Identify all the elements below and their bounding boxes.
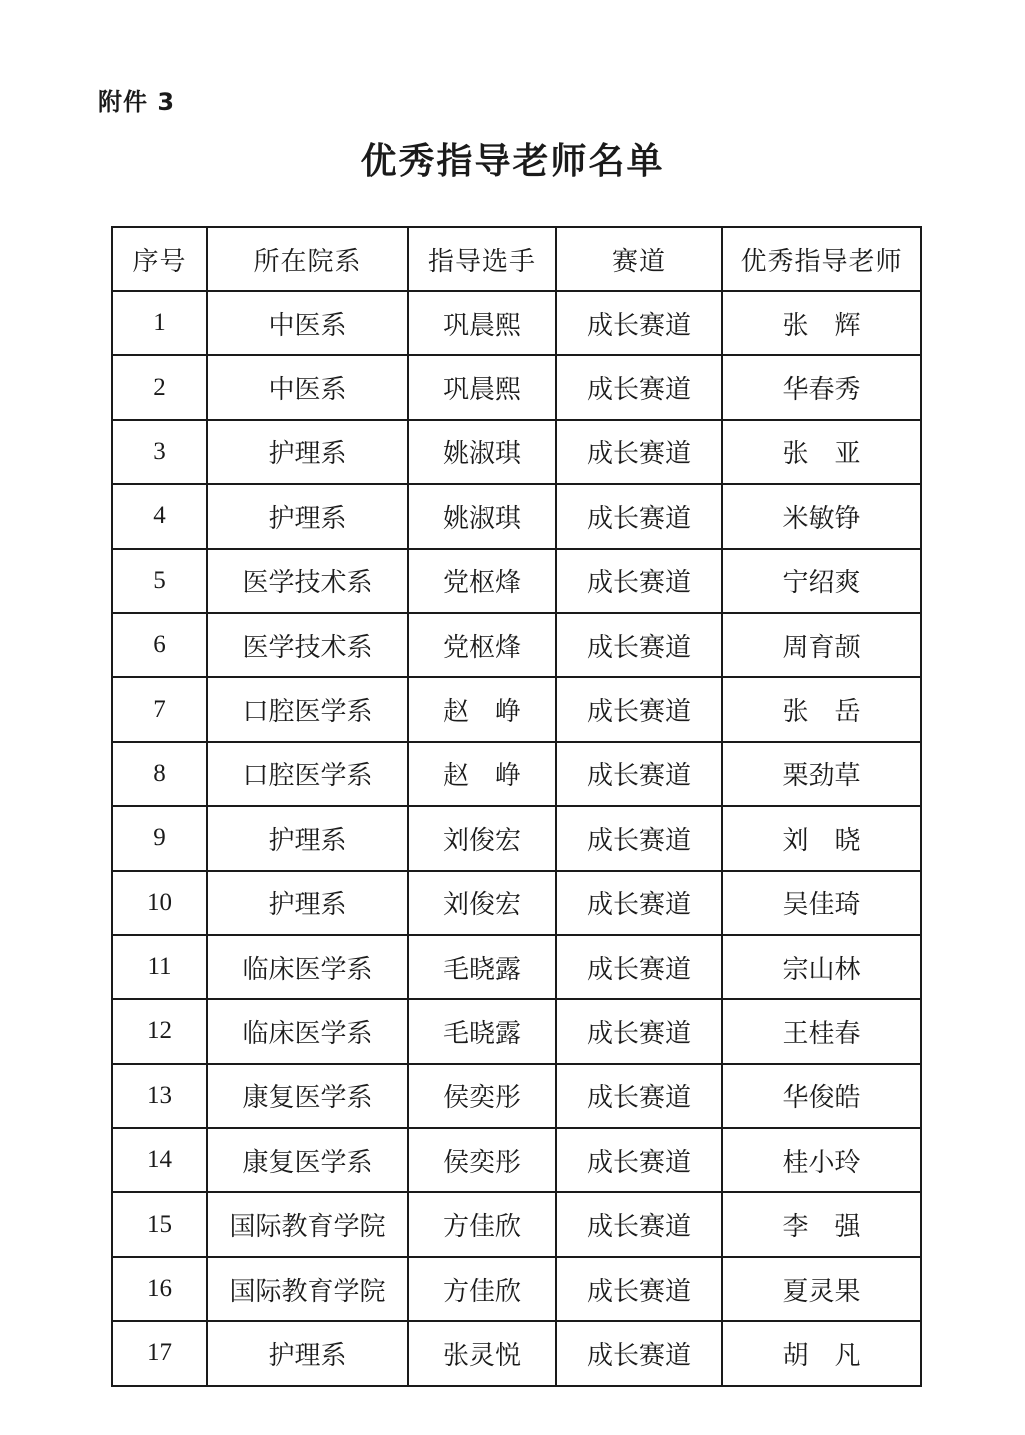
cell-no: 12 <box>112 999 207 1063</box>
cell-student: 毛晓露 <box>408 935 556 999</box>
cell-track: 成长赛道 <box>556 613 722 677</box>
column-header-dept: 所在院系 <box>207 227 408 291</box>
cell-track: 成长赛道 <box>556 1192 722 1256</box>
cell-no: 2 <box>112 355 207 419</box>
cell-teacher: 刘 晓 <box>722 806 921 870</box>
cell-no: 16 <box>112 1257 207 1321</box>
table-row <box>112 1321 921 1385</box>
cell-teacher: 周育颉 <box>722 613 921 677</box>
cell-student: 张灵悦 <box>408 1321 556 1385</box>
cell-student: 方佳欣 <box>408 1192 556 1256</box>
cell-dept: 临床医学系 <box>207 999 408 1063</box>
cell-student: 党枢烽 <box>408 549 556 613</box>
cell-teacher: 王桂春 <box>722 999 921 1063</box>
cell-teacher: 张 亚 <box>722 420 921 484</box>
table-row <box>112 742 921 806</box>
attachment-label: 附件 3 <box>98 88 176 116</box>
cell-dept: 康复医学系 <box>207 1064 408 1128</box>
cell-track: 成长赛道 <box>556 291 722 355</box>
cell-student: 毛晓露 <box>408 999 556 1063</box>
cell-dept: 护理系 <box>207 871 408 935</box>
cell-student: 赵 峥 <box>408 677 556 741</box>
cell-dept: 中医系 <box>207 355 408 419</box>
cell-no: 5 <box>112 549 207 613</box>
cell-student: 刘俊宏 <box>408 806 556 870</box>
cell-dept: 临床医学系 <box>207 935 408 999</box>
cell-track: 成长赛道 <box>556 742 722 806</box>
teacher-table <box>111 226 922 1387</box>
cell-student: 巩晨熙 <box>408 355 556 419</box>
cell-teacher: 宗山林 <box>722 935 921 999</box>
column-header-teacher: 优秀指导老师 <box>722 227 921 291</box>
cell-dept: 医学技术系 <box>207 613 408 677</box>
cell-dept: 康复医学系 <box>207 1128 408 1192</box>
cell-teacher: 栗劲草 <box>722 742 921 806</box>
cell-teacher: 桂小玲 <box>722 1128 921 1192</box>
cell-student: 侯奕彤 <box>408 1128 556 1192</box>
table-body <box>112 291 921 1386</box>
cell-dept: 护理系 <box>207 420 408 484</box>
cell-no: 10 <box>112 871 207 935</box>
cell-dept: 国际教育学院 <box>207 1257 408 1321</box>
cell-dept: 护理系 <box>207 806 408 870</box>
cell-track: 成长赛道 <box>556 420 722 484</box>
cell-track: 成长赛道 <box>556 935 722 999</box>
cell-track: 成长赛道 <box>556 677 722 741</box>
cell-no: 15 <box>112 1192 207 1256</box>
table-row <box>112 677 921 741</box>
cell-no: 17 <box>112 1321 207 1385</box>
cell-no: 1 <box>112 291 207 355</box>
cell-dept: 护理系 <box>207 484 408 548</box>
cell-no: 11 <box>112 935 207 999</box>
table-row <box>112 1192 921 1256</box>
cell-teacher: 胡 凡 <box>722 1321 921 1385</box>
cell-track: 成长赛道 <box>556 1257 722 1321</box>
table-row <box>112 613 921 677</box>
cell-no: 3 <box>112 420 207 484</box>
cell-teacher: 张 辉 <box>722 291 921 355</box>
cell-student: 巩晨熙 <box>408 291 556 355</box>
cell-student: 方佳欣 <box>408 1257 556 1321</box>
cell-track: 成长赛道 <box>556 549 722 613</box>
cell-dept: 口腔医学系 <box>207 742 408 806</box>
cell-student: 姚淑琪 <box>408 420 556 484</box>
cell-dept: 口腔医学系 <box>207 677 408 741</box>
cell-track: 成长赛道 <box>556 1128 722 1192</box>
cell-dept: 医学技术系 <box>207 549 408 613</box>
cell-teacher: 华春秀 <box>722 355 921 419</box>
cell-teacher: 张 岳 <box>722 677 921 741</box>
table-row <box>112 999 921 1063</box>
cell-track: 成长赛道 <box>556 999 722 1063</box>
table-row <box>112 549 921 613</box>
table-row <box>112 1128 921 1192</box>
cell-teacher: 吴佳琦 <box>722 871 921 935</box>
cell-student: 赵 峥 <box>408 742 556 806</box>
column-header-student: 指导选手 <box>408 227 556 291</box>
cell-student: 刘俊宏 <box>408 871 556 935</box>
table-row <box>112 1064 921 1128</box>
cell-teacher: 宁绍爽 <box>722 549 921 613</box>
table-row <box>112 355 921 419</box>
table-row <box>112 291 921 355</box>
cell-track: 成长赛道 <box>556 871 722 935</box>
table-row <box>112 484 921 548</box>
cell-student: 侯奕彤 <box>408 1064 556 1128</box>
cell-no: 13 <box>112 1064 207 1128</box>
cell-no: 6 <box>112 613 207 677</box>
cell-track: 成长赛道 <box>556 1064 722 1128</box>
page-title: 优秀指导老师名单 <box>360 140 665 182</box>
cell-no: 14 <box>112 1128 207 1192</box>
cell-track: 成长赛道 <box>556 806 722 870</box>
cell-track: 成长赛道 <box>556 1321 722 1385</box>
cell-track: 成长赛道 <box>556 484 722 548</box>
table-header-row <box>112 227 921 291</box>
table-row <box>112 806 921 870</box>
cell-student: 姚淑琪 <box>408 484 556 548</box>
cell-dept: 国际教育学院 <box>207 1192 408 1256</box>
cell-track: 成长赛道 <box>556 355 722 419</box>
cell-student: 党枢烽 <box>408 613 556 677</box>
table-row <box>112 871 921 935</box>
column-header-track: 赛道 <box>556 227 722 291</box>
table-row <box>112 420 921 484</box>
cell-teacher: 米敏铮 <box>722 484 921 548</box>
table-row <box>112 1257 921 1321</box>
cell-no: 9 <box>112 806 207 870</box>
cell-no: 4 <box>112 484 207 548</box>
cell-dept: 中医系 <box>207 291 408 355</box>
cell-teacher: 华俊皓 <box>722 1064 921 1128</box>
table-row <box>112 935 921 999</box>
cell-no: 8 <box>112 742 207 806</box>
column-header-no: 序号 <box>112 227 207 291</box>
cell-no: 7 <box>112 677 207 741</box>
cell-teacher: 李 强 <box>722 1192 921 1256</box>
cell-teacher: 夏灵果 <box>722 1257 921 1321</box>
cell-dept: 护理系 <box>207 1321 408 1385</box>
